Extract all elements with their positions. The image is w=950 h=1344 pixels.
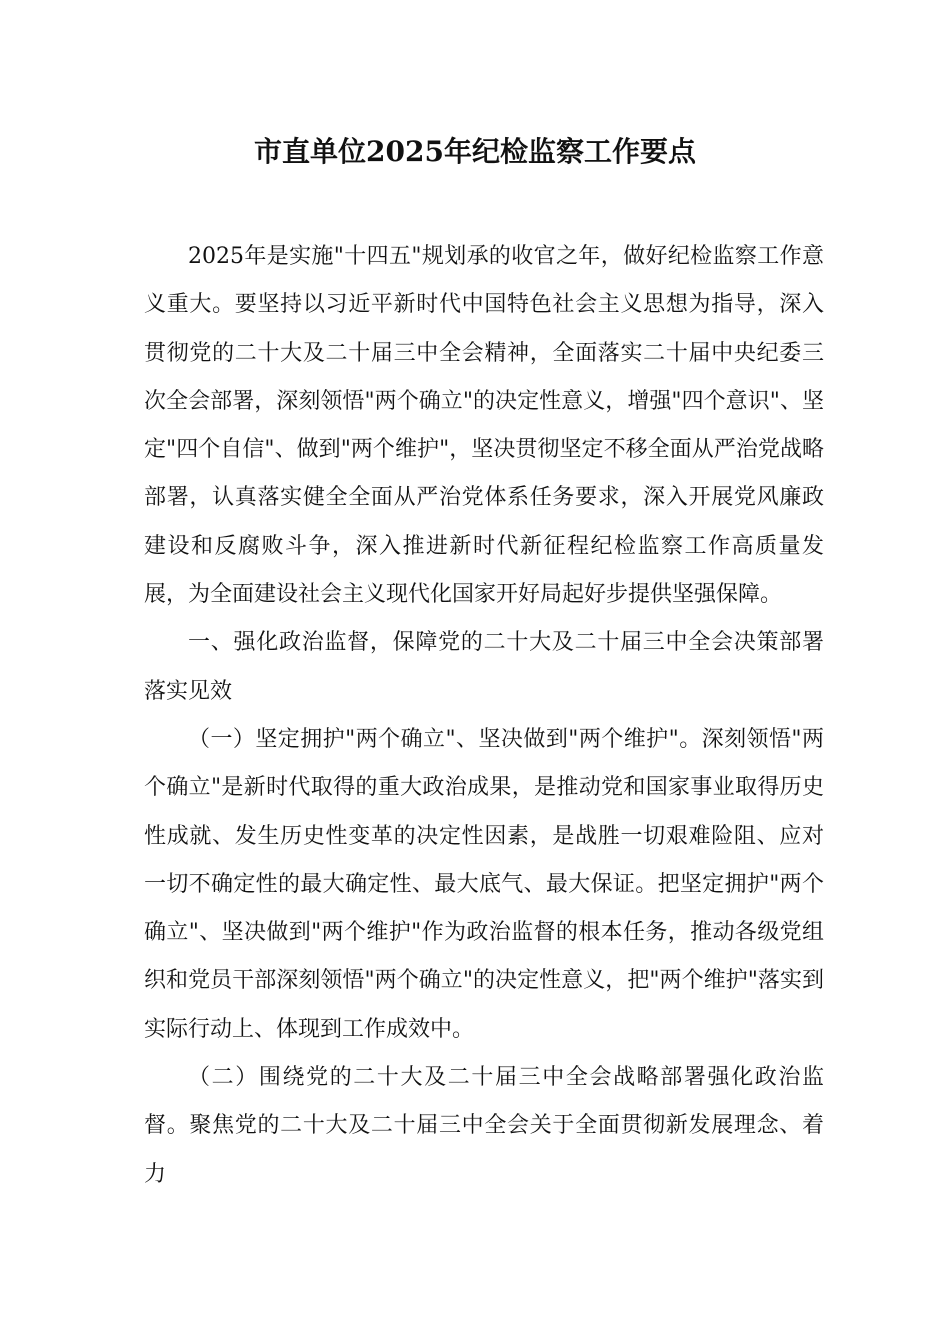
paragraph-intro: 2025年是实施"十四五"规划承的收官之年，做好纪检监察工作意义重大。要坚持以习近平新时代中国特色社会主义思想为指导，深入贯彻党的二十大及二十届三中全会精神，全面落实二十届中央纪委三次全会部署，深刻领悟"两个确立"的决定性意义，增强"四个意识"、坚定"四个自信"、做到"两个维护"，坚决贯彻坚定不移全面从严治党战略部署，认真落实健全全面从严治党体系任务要求，深入开展党风廉政建设和反腐败斗争，深入推进新时代新征程纪检监察工作高质量发展，为全面建设社会主义现代化国家开好局起好步提供坚强保障。 <box>144 244 824 608</box>
section-heading-1: 一、强化政治监督，保障党的二十大及二十届三中全会决策部署落实见效 <box>144 630 824 704</box>
document-body <box>144 233 824 1199</box>
paragraph-item-1: （一）坚定拥护"两个确立"、坚决做到"两个维护"。深刻领悟"两个确立"是新时代取得的重大政治成果，是推动党和国家事业取得历史性成就、发生历史性变革的决定性因素，是战胜一切艰难险阻、应对一切不确定性的最大确定性、最大底气、最大保证。把坚定拥护"两个确立"、坚决做到"两个维护"作为政治监督的根本任务，推动各级党组织和党员干部深刻领悟"两个确立"的决定性意义，把"两个维护"落实到实际行动上、体现到工作成效中。 <box>144 726 824 1042</box>
paragraph-item-2: （二）围绕党的二十大及二十届三中全会战略部署强化政治监督。聚焦党的二十大及二十届三中全会关于全面贯彻新发展理念、着力 <box>144 1065 824 1187</box>
document-title: 市直单位2025年纪检监察工作要点 <box>254 135 696 168</box>
